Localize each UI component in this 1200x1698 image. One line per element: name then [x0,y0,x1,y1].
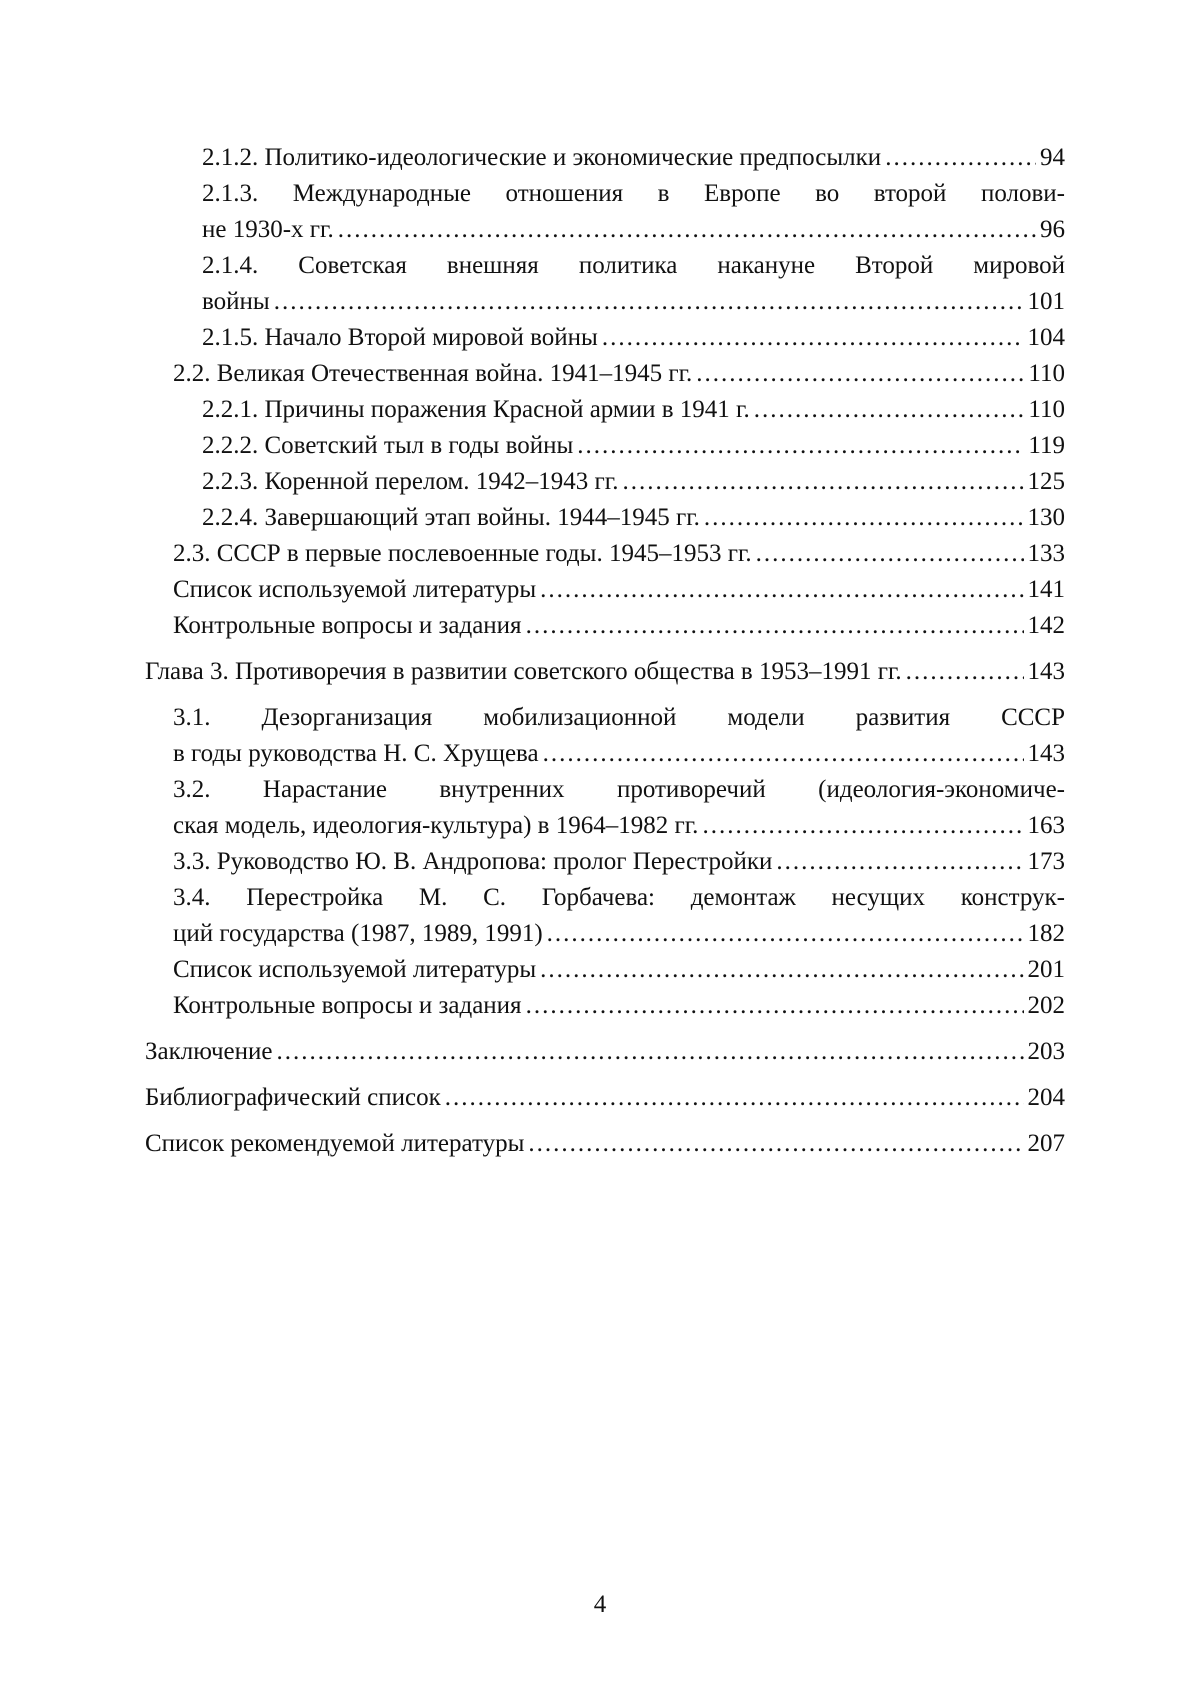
toc-entry [145,428,1065,464]
dot-leader [338,212,1036,248]
toc-entry-title: Заключение [145,1038,273,1065]
dot-leader [885,140,1036,176]
toc-entry-title: 2.2.2. Советский тыл в годы войны [202,432,574,459]
toc-entry-title: войны [202,288,270,315]
toc-entry-page-number: 203 [1027,1038,1065,1065]
toc-entry-page-number: 101 [1027,288,1065,315]
dot-leader [704,500,1024,536]
toc-entry-line [173,536,1065,572]
toc-entry-title-first-line: 2.1.4. Советская внешняя политика накануне Второй мировой [202,252,1065,279]
toc-entry [145,464,1065,500]
toc-entry-page-number: 143 [1027,740,1065,767]
toc-entry-page-number: 201 [1027,956,1065,983]
toc-entry [145,176,1065,248]
toc-entry-page-number: 207 [1027,1130,1065,1157]
toc-entry-title: 3.3. Руководство Ю. В. Андропова: пролог Перестройки [173,848,773,875]
toc-entry-page-number: 110 [1028,396,1065,423]
toc-entry-title: 2.3. СССР в первые послевоенные годы. 1945–1953 гг. [173,540,752,567]
page-number: 4 [593,1591,607,1618]
toc-entry-page-number: 182 [1027,920,1065,947]
toc-entry-title-first-line: 2.1.3. Международные отношения в Европе во второй полови- [202,180,1065,207]
dot-leader [547,916,1024,952]
toc-entry-title: 2.1.2. Политико-идеологические и экономические предпосылки [202,144,882,171]
toc-entry-line [173,808,1065,844]
toc-entry [145,988,1065,1024]
toc-entry-page-number: 104 [1027,324,1065,351]
toc-entry-page-number: 142 [1027,612,1065,639]
toc-entry-page-number: 133 [1027,540,1065,567]
toc-entry [145,654,1065,690]
toc-entry-title: 2.2.1. Причины поражения Красной армии в 1941 г. [202,396,750,423]
toc-entry-title: 2.2.4. Завершающий этап войны. 1944–1945 гг. [202,504,700,531]
toc-entry-title-first-line: 3.1. Дезорганизация мобилизационной модели развития СССР [173,704,1065,731]
dot-leader [577,428,1024,464]
toc-entry-page-number: 141 [1027,576,1065,603]
toc-entry-page-number: 173 [1027,848,1065,875]
dot-leader [602,320,1024,356]
toc-entry-title: Список используемой литературы [173,956,537,983]
toc-entry-title: 2.2. Великая Отечественная война. 1941–1945 гг. [173,360,693,387]
dot-leader [277,1034,1024,1070]
toc-entry [145,572,1065,608]
toc-entry-line [173,356,1065,392]
toc-entry-page-number: 94 [1040,144,1065,171]
toc-entry [145,844,1065,880]
toc-entry-page-number: 110 [1028,360,1065,387]
toc-entry-title: в годы руководства Н. С. Хрущева [173,740,539,767]
toc-entry-line [173,844,1065,880]
toc-entry-line [202,428,1065,464]
toc-entry [145,500,1065,536]
toc-entry-line [145,1080,1065,1116]
dot-leader [445,1080,1024,1116]
toc-entry-line [173,572,1065,608]
toc-entry-title: Библиографический список [145,1084,441,1111]
toc-entry-line [173,988,1065,1024]
table-of-contents [145,140,1065,1162]
toc-entry-title-first-line: 3.2. Нарастание внутренних противоречий (идеология-экономиче- [173,776,1065,803]
dot-leader [623,464,1024,500]
toc-entry-title: Список рекомендуемой литературы [145,1130,525,1157]
toc-entry-page-number: 130 [1027,504,1065,531]
toc-entry [145,700,1065,772]
toc-entry-title-first-line: 3.4. Перестройка М. С. Горбачева: демонтаж несущих конструк- [173,884,1065,911]
toc-entry [145,356,1065,392]
toc-entry-title: Контрольные вопросы и задания [173,992,522,1019]
toc-entry-line [173,608,1065,644]
dot-leader [528,1126,1023,1162]
dot-leader [756,536,1024,572]
toc-entry-title: ская модель, идеология-культура) в 1964–1982 гг. [173,812,699,839]
toc-entry [145,248,1065,320]
toc-entry-title: не 1930-х гг. [202,216,334,243]
toc-entry-line [173,916,1065,952]
dot-leader [702,808,1023,844]
toc-entry-page-number: 204 [1027,1084,1065,1111]
toc-entry-title: 2.2.3. Коренной перелом. 1942–1943 гг. [202,468,619,495]
toc-entry-title: ций государства (1987, 1989, 1991) [173,920,543,947]
toc-entry [145,536,1065,572]
toc-entry-line [202,500,1065,536]
dot-leader [274,284,1024,320]
toc-entry [145,140,1065,176]
toc-entry [145,772,1065,844]
toc-entry [145,320,1065,356]
toc-entry [145,1034,1065,1070]
toc-entry [145,392,1065,428]
dot-leader [526,608,1024,644]
toc-entry-page-number: 202 [1027,992,1065,1019]
toc-entry-page-number: 163 [1027,812,1065,839]
dot-leader [526,988,1024,1024]
toc-entry-title: Список используемой литературы [173,576,537,603]
toc-entry-page-number: 143 [1027,658,1065,685]
toc-entry-line [202,212,1065,248]
toc-entry-page-number: 119 [1028,432,1065,459]
toc-entry-line [202,464,1065,500]
toc-entry-line [202,392,1065,428]
toc-entry-line [173,952,1065,988]
toc-entry-line [145,1126,1065,1162]
toc-entry-page-number: 125 [1027,468,1065,495]
toc-entry [145,1126,1065,1162]
toc-entry-page-number: 96 [1040,216,1065,243]
toc-entry-line [173,736,1065,772]
toc-entry-line [202,140,1065,176]
dot-leader [696,356,1024,392]
toc-entry-line [202,320,1065,356]
toc-entry [145,880,1065,952]
toc-entry [145,952,1065,988]
toc-entry-title: Контрольные вопросы и задания [173,612,522,639]
toc-entry-line [145,1034,1065,1070]
dot-leader [540,952,1023,988]
dot-leader [543,736,1024,772]
toc-entry-line [202,284,1065,320]
dot-leader [754,392,1025,428]
dot-leader [776,844,1023,880]
toc-entry [145,608,1065,644]
dot-leader [906,654,1024,690]
toc-entry [145,1080,1065,1116]
toc-entry-title: 2.1.5. Начало Второй мировой войны [202,324,598,351]
toc-entry-title: Глава 3. Противоречия в развитии советского общества в 1953–1991 гг. [145,658,902,685]
dot-leader [540,572,1023,608]
toc-entry-line [145,654,1065,690]
